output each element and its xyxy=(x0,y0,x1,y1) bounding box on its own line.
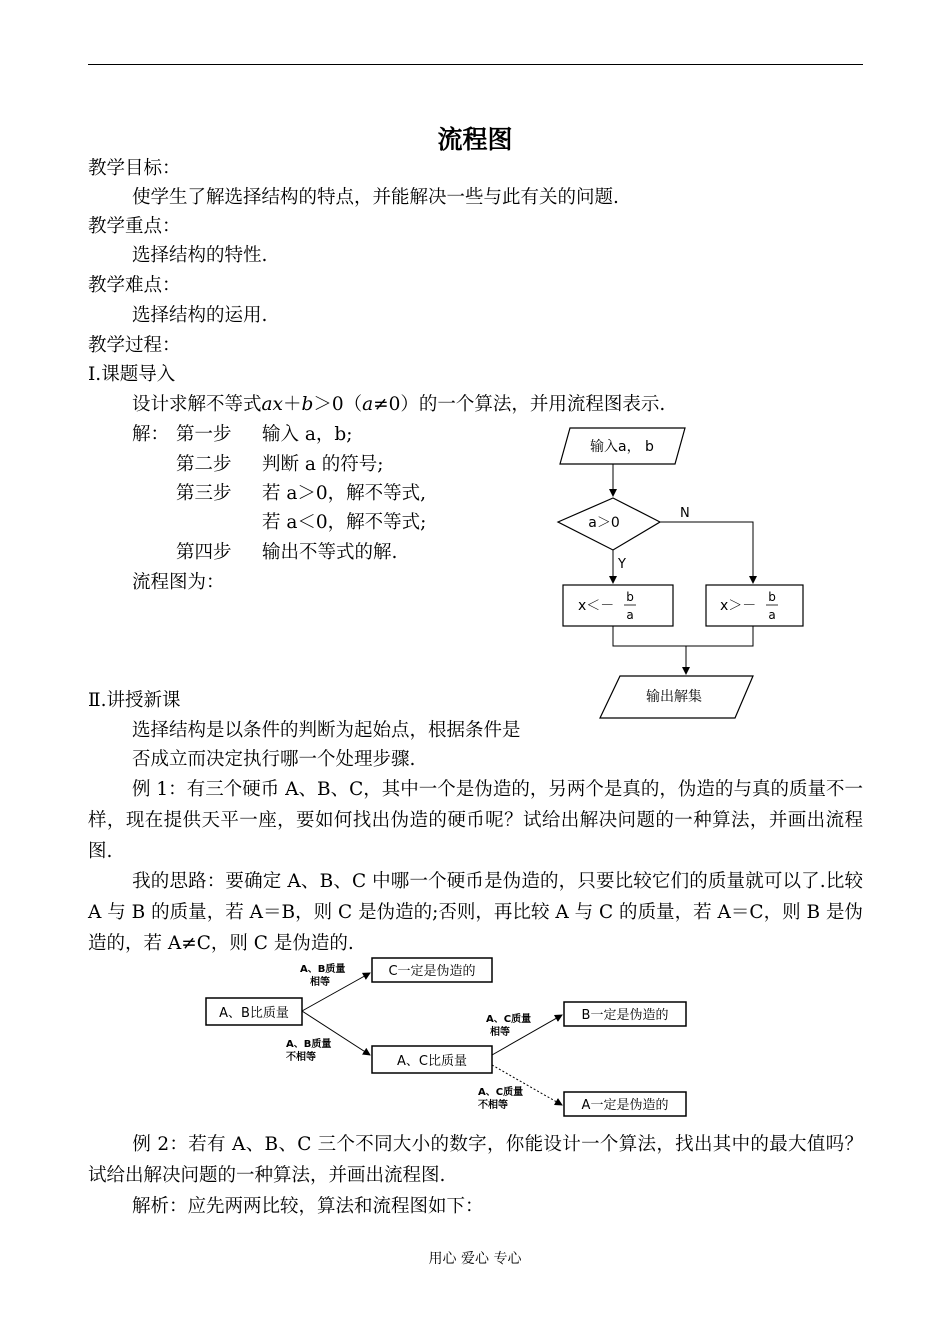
label-ab-equal-2: 相等 xyxy=(310,977,330,988)
left-frac-num: b xyxy=(626,590,634,604)
process-heading: 教学过程： xyxy=(88,335,181,356)
example-1-text: 例 1：有三个硬币 A、B、C，其中一个是伪造的，另两个是真的，伪造的与真的质量不一样，现在提供天平一座，要如何找出伪造的硬币呢？试给出解决问题的一种算法，并画出流程图. xyxy=(88,779,863,862)
step-3-label: 第三步 xyxy=(176,483,232,504)
analysis-text: 解析：应先两两比较，算法和流程图如下： xyxy=(132,1196,484,1217)
key-heading: 教学重点： xyxy=(88,216,181,237)
label-ab-unequal-2: 不相等 xyxy=(286,1052,316,1063)
coin-flowchart xyxy=(200,955,700,1125)
label-ac-unequal-1: A、C质量 xyxy=(478,1087,524,1098)
label-ac-equal-1: A、C质量 xyxy=(486,1014,532,1025)
goals-heading: 教学目标： xyxy=(88,158,181,179)
idea-paragraph xyxy=(88,866,863,959)
selection-text-2: 否成立而决定执行哪一个处理步骤. xyxy=(132,749,416,770)
goals-text: 使学生了解选择结构的特点，并能解决一些与此有关的问题. xyxy=(132,187,619,208)
box-a-fake-text: A一定是伪造的 xyxy=(581,1098,669,1113)
step-2-text: 判断 a 的符号; xyxy=(262,454,384,475)
merge-left xyxy=(613,626,686,646)
footer-text: 用心 爱心 专心 xyxy=(428,1251,522,1267)
right-frac-num: b xyxy=(768,590,776,604)
example-1-paragraph xyxy=(88,774,863,867)
intro-pre: 设计求解不等式 xyxy=(132,394,262,415)
section-1-heading: Ⅰ.课题导入 xyxy=(88,364,176,385)
inequality-flowchart xyxy=(540,420,820,725)
step-1-label: 第一步 xyxy=(176,424,232,445)
intro-b: b xyxy=(301,394,314,415)
right-result-x: x＞－ xyxy=(720,598,757,614)
intro-ax: ax xyxy=(261,394,283,415)
step-3-text-1: 若 a＞0，解不等式, xyxy=(262,483,427,504)
step-3-text-2: 若 a＜0，解不等式; xyxy=(262,512,427,533)
arrow-no xyxy=(660,522,753,583)
step-2-label: 第二步 xyxy=(176,454,232,475)
label-ab-equal-1: A、B质量 xyxy=(300,964,346,975)
page-title: 流程图 xyxy=(437,125,513,154)
intro-cond: ≠0）的一个算法，并用流程图表示. xyxy=(373,394,666,415)
right-frac-den: a xyxy=(768,608,776,622)
no-label: N xyxy=(680,506,690,521)
box-compare-ac-text: A、C比质量 xyxy=(397,1054,467,1069)
label-ac-unequal-2: 不相等 xyxy=(478,1100,508,1111)
label-ac-equal-2: 相等 xyxy=(490,1027,510,1038)
arrow-ac-unequal xyxy=(492,1065,562,1105)
example-2-paragraph xyxy=(88,1129,863,1191)
header-rule xyxy=(88,64,863,65)
condition-text: a＞0 xyxy=(588,515,620,531)
step-4-text: 输出不等式的解. xyxy=(262,542,398,563)
box-c-fake-text: C一定是伪造的 xyxy=(388,964,476,979)
example-2-text: 例 2：若有 A、B、C 三个不同大小的数字，你能设计一个算法，找出其中的最大值吗？试给出解决问题的一种算法，并画出流程图. xyxy=(88,1134,863,1186)
solution-label: 解： xyxy=(132,424,170,445)
intro-a: a xyxy=(362,394,374,415)
intro-rest: ＞0（ xyxy=(313,394,363,415)
intro-plus: ＋ xyxy=(282,394,302,415)
input-text: 输入a， b xyxy=(590,439,654,455)
box-compare-ab-text: A、B比质量 xyxy=(219,1006,289,1021)
intro-problem xyxy=(132,394,665,416)
selection-text-1: 选择结构是以条件的判断为起始点，根据条件是 xyxy=(132,720,521,741)
section-2-heading: Ⅱ.讲授新课 xyxy=(88,690,181,711)
step-4-label: 第四步 xyxy=(176,542,232,563)
output-text: 输出解集 xyxy=(646,689,702,705)
yes-label: Y xyxy=(618,557,626,572)
box-b-fake-text: B一定是伪造的 xyxy=(581,1008,669,1023)
difficulty-heading: 教学难点： xyxy=(88,275,181,296)
left-frac-den: a xyxy=(626,608,634,622)
merge-right xyxy=(686,626,753,646)
key-text: 选择结构的特性. xyxy=(132,245,268,266)
difficulty-text: 选择结构的运用. xyxy=(132,305,268,326)
label-ab-unequal-1: A、B质量 xyxy=(286,1039,332,1050)
flowchart-intro-label: 流程图为： xyxy=(132,572,225,593)
idea-text: 我的思路：要确定 A、B、C 中哪一个硬币是伪造的，只要比较它们的质量就可以了.比较 A 与 B 的质量，若 A＝B，则 C 是伪造的;否则，再比较 A 与 C 的质量，若 A＝C，则 B 是伪造的，若 A≠C，则 C 是伪造的. xyxy=(88,871,863,954)
left-result-x: x＜－ xyxy=(578,598,615,614)
step-1-text: 输入 a，b; xyxy=(262,424,353,445)
